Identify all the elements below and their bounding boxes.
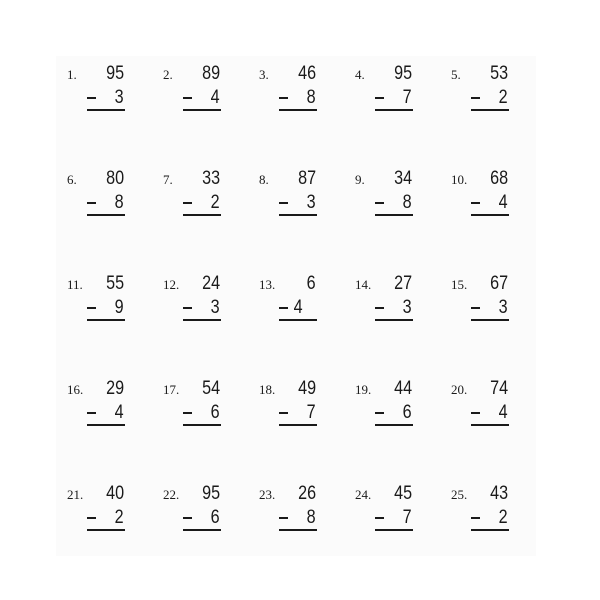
minuend: 44 (394, 378, 412, 399)
subtraction-problem (344, 371, 440, 476)
minus-sign (375, 412, 384, 414)
problem-number: 13. (259, 277, 276, 292)
subtrahend: 4 (293, 297, 303, 318)
problem-number: 22. (163, 487, 180, 502)
minuend: 26 (298, 483, 316, 504)
subtrahend: 3 (115, 87, 124, 108)
subtraction-problem (440, 371, 536, 476)
subtrahend: 2 (499, 87, 508, 108)
problem-number: 7. (163, 172, 173, 187)
minus-sign (87, 517, 96, 519)
minus-sign (375, 517, 384, 519)
answer-line (87, 319, 125, 321)
problem-number: 15. (451, 277, 468, 292)
minuend: 33 (202, 168, 220, 189)
problem-number: 6. (67, 172, 77, 187)
answer-line (375, 109, 413, 111)
answer-line (279, 109, 317, 111)
answer-line (183, 109, 221, 111)
minus-sign (87, 97, 96, 99)
subtrahend-row (471, 192, 508, 214)
problem-number: 19. (355, 382, 372, 397)
subtrahend-row (87, 192, 124, 214)
subtrahend-row (87, 87, 124, 109)
subtrahend: 3 (403, 297, 412, 318)
problem-number: 9. (355, 172, 365, 187)
answer-line (183, 424, 221, 426)
subtrahend-row (375, 507, 412, 529)
worksheet-sheet (56, 56, 536, 556)
answer-line (279, 319, 317, 321)
subtrahend: 7 (403, 87, 412, 108)
answer-line (471, 214, 509, 216)
subtrahend-row (375, 402, 412, 424)
subtrahend: 7 (307, 402, 316, 423)
problem-number: 16. (67, 382, 84, 397)
minuend: 67 (490, 273, 508, 294)
minus-sign (87, 307, 96, 309)
subtrahend: 4 (115, 402, 124, 423)
minuend: 27 (394, 273, 412, 294)
minus-sign (375, 97, 384, 99)
subtrahend-row (471, 507, 508, 529)
answer-line (183, 319, 221, 321)
minuend: 89 (202, 63, 220, 84)
minuend: 45 (394, 483, 412, 504)
subtraction-problem (440, 161, 536, 266)
minus-sign (183, 307, 192, 309)
subtrahend-row (375, 87, 412, 109)
minus-sign (183, 517, 192, 519)
minuend: 43 (490, 483, 508, 504)
subtraction-problem (344, 476, 440, 581)
subtrahend: 2 (115, 507, 124, 528)
subtrahend: 6 (211, 402, 220, 423)
minuend: 40 (106, 483, 124, 504)
subtraction-problem (440, 56, 536, 161)
answer-line (183, 529, 221, 531)
subtraction-problem (152, 266, 248, 371)
minus-sign (279, 202, 288, 204)
minus-sign (87, 202, 96, 204)
subtrahend-row (279, 402, 316, 424)
answer-line (375, 424, 413, 426)
subtraction-problem (248, 371, 344, 476)
problem-number: 18. (259, 382, 276, 397)
minuend: 29 (106, 378, 124, 399)
answer-line (87, 424, 125, 426)
minus-sign (183, 202, 192, 204)
problem-number: 20. (451, 382, 468, 397)
subtrahend-row (279, 507, 316, 529)
problem-number: 1. (67, 67, 77, 82)
subtrahend-row (279, 192, 316, 214)
minus-sign (375, 307, 384, 309)
subtrahend-row (183, 507, 220, 529)
minuend: 95 (394, 63, 412, 84)
subtraction-problem (152, 161, 248, 266)
problem-number: 24. (355, 487, 372, 502)
subtraction-problem (56, 476, 152, 581)
answer-line (471, 109, 509, 111)
minus-sign (471, 307, 480, 309)
minus-sign (279, 517, 288, 519)
answer-line (87, 529, 125, 531)
subtrahend-row (183, 192, 220, 214)
problem-number: 12. (163, 277, 180, 292)
problem-number: 21. (67, 487, 84, 502)
subtrahend: 2 (211, 192, 220, 213)
minus-sign (279, 307, 288, 309)
subtraction-problem (440, 476, 536, 581)
subtrahend-row (279, 297, 316, 319)
minuend: 24 (202, 273, 220, 294)
minuend: 49 (298, 378, 316, 399)
minuend: 74 (490, 378, 508, 399)
subtrahend-row (375, 297, 412, 319)
subtrahend: 3 (211, 297, 220, 318)
problem-number: 3. (259, 67, 269, 82)
subtrahend-row (183, 87, 220, 109)
subtrahend: 4 (499, 402, 508, 423)
minuend: 46 (298, 63, 316, 84)
answer-line (375, 529, 413, 531)
subtrahend: 4 (211, 87, 220, 108)
subtraction-problem (248, 476, 344, 581)
minus-sign (471, 412, 480, 414)
subtrahend: 3 (499, 297, 508, 318)
subtrahend: 7 (403, 507, 412, 528)
minuend: 87 (298, 168, 316, 189)
subtrahend-row (183, 402, 220, 424)
subtrahend-row (183, 297, 220, 319)
minus-sign (183, 412, 192, 414)
subtraction-problem (56, 371, 152, 476)
answer-line (87, 109, 125, 111)
minus-sign (279, 97, 288, 99)
subtraction-problem (248, 161, 344, 266)
minuend: 95 (106, 63, 124, 84)
subtrahend: 8 (115, 192, 124, 213)
minus-sign (471, 517, 480, 519)
subtrahend-row (87, 297, 124, 319)
minuend: 6 (307, 273, 316, 294)
subtrahend: 3 (307, 192, 316, 213)
problem-number: 4. (355, 67, 365, 82)
minuend: 54 (202, 378, 220, 399)
problem-number: 8. (259, 172, 269, 187)
minuend: 95 (202, 483, 220, 504)
minus-sign (279, 412, 288, 414)
minuend: 55 (106, 273, 124, 294)
subtrahend-row (87, 402, 124, 424)
subtrahend: 8 (403, 192, 412, 213)
answer-line (279, 424, 317, 426)
problem-number: 25. (451, 487, 468, 502)
problem-grid (56, 56, 536, 581)
problem-number: 2. (163, 67, 173, 82)
minus-sign (183, 97, 192, 99)
minus-sign (471, 97, 480, 99)
answer-line (471, 319, 509, 321)
subtraction-problem (344, 56, 440, 161)
minuend: 53 (490, 63, 508, 84)
subtraction-problem (56, 266, 152, 371)
minuend: 80 (106, 168, 124, 189)
problem-number: 10. (451, 172, 468, 187)
minuend: 34 (394, 168, 412, 189)
minus-sign (375, 202, 384, 204)
subtrahend: 2 (499, 507, 508, 528)
minus-sign (471, 202, 480, 204)
problem-number: 23. (259, 487, 276, 502)
minus-sign (87, 412, 96, 414)
subtraction-problem (344, 266, 440, 371)
answer-line (183, 214, 221, 216)
subtrahend: 9 (115, 297, 124, 318)
answer-line (375, 214, 413, 216)
subtraction-problem (56, 56, 152, 161)
problem-number: 5. (451, 67, 461, 82)
problem-number: 17. (163, 382, 180, 397)
subtrahend-row (279, 87, 316, 109)
subtraction-problem (248, 266, 344, 371)
minuend: 68 (490, 168, 508, 189)
subtrahend: 8 (307, 507, 316, 528)
subtrahend-row (471, 297, 508, 319)
answer-line (471, 529, 509, 531)
subtraction-problem (440, 266, 536, 371)
answer-line (279, 529, 317, 531)
subtraction-problem (248, 56, 344, 161)
problem-number: 14. (355, 277, 372, 292)
problem-number: 11. (67, 277, 83, 292)
subtraction-problem (152, 56, 248, 161)
answer-line (375, 319, 413, 321)
subtraction-problem (344, 161, 440, 266)
subtrahend-row (87, 507, 124, 529)
subtrahend: 8 (307, 87, 316, 108)
answer-line (279, 214, 317, 216)
subtrahend-row (471, 87, 508, 109)
answer-line (471, 424, 509, 426)
subtrahend: 6 (403, 402, 412, 423)
subtraction-problem (152, 476, 248, 581)
subtraction-problem (56, 161, 152, 266)
subtrahend: 6 (211, 507, 220, 528)
answer-line (87, 214, 125, 216)
subtraction-problem (152, 371, 248, 476)
subtrahend-row (375, 192, 412, 214)
subtrahend-row (471, 402, 508, 424)
subtrahend: 4 (499, 192, 508, 213)
